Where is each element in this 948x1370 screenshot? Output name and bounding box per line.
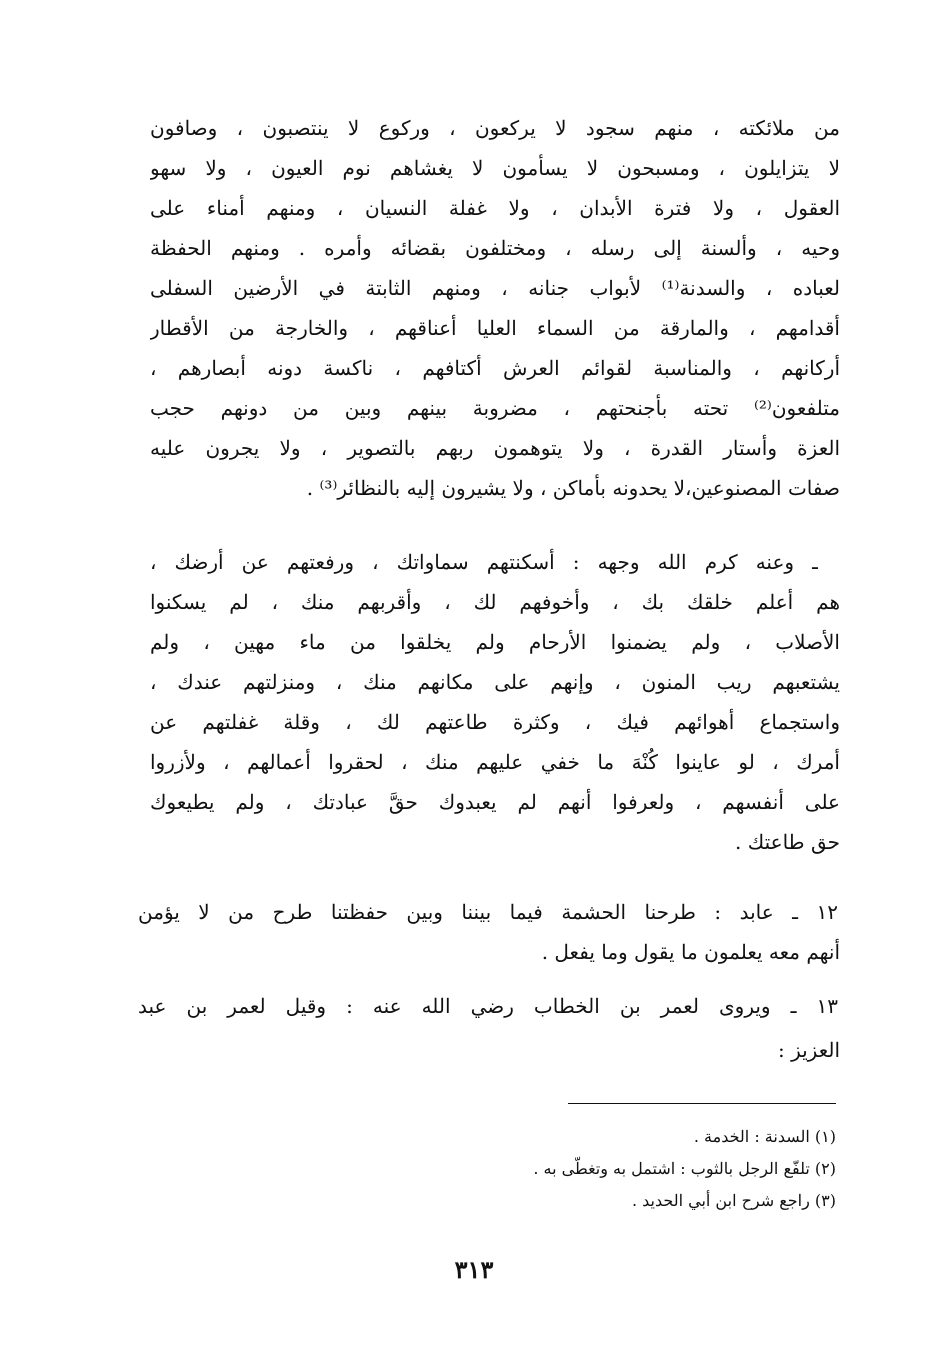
text-line: أركانهم ، والمناسبة لقوائم العرش أكتافهم ، ناكسة دونه أبصارهم ، [150, 356, 840, 380]
text-line: لعباده ، والسدنة⁽¹⁾ لأبواب جنانه ، ومنهم الثابتة في الأرضين السفلى [150, 276, 840, 300]
text-line: على أنفسهم ، ولعرفوا أنهم لم يعبدوك حقَّ عبادتك ، ولم يطيعوك [150, 790, 840, 814]
text-line: وحيه ، وألسنة إلى رسله ، ومختلفون بقضائه وأمره . ومنهم الحفظة [150, 236, 840, 260]
text-line: حق طاعتك . [735, 830, 840, 854]
text-line: هم أعلم خلقك بك ، وأخوفهم لك ، وأقربهم منك ، لم يسكنوا [150, 590, 840, 614]
text-line: واستجماع أهوائهم فيك ، وكثرة طاعتهم لك ، وقلة غفلتهم عن [150, 710, 840, 734]
text-line: أمرك ، لو عاينوا كُنْهَ ما خفي عليهم منك ، لحقروا أعمالهم ، ولأزروا [150, 750, 840, 774]
text-line: ١٢ ـ عابد : طرحنا الحشمة فيما بيننا وبين حفظتنا طرح من لا يؤمن [138, 900, 838, 924]
footnote-divider [568, 1103, 836, 1104]
text-line: العزيز : [777, 1038, 840, 1062]
page-number: ٣١٣ [454, 1255, 494, 1284]
text-line: العزة وأستار القدرة ، ولا يتوهمون ربهم بالتصوير ، ولا يجرون عليه [150, 436, 840, 460]
footnote-2: (٢) تلفّع الرجل بالثوب : اشتمل به وتغطّى به . [533, 1159, 836, 1178]
text-line: ـ وعنه كرم الله وجهه : أسكنتهم سماواتك ، ورفعتهم عن أرضك ، [150, 550, 818, 574]
text-line: أنهم معه يعلمون ما يقول وما يفعل . [541, 940, 840, 964]
footnote-1: (١) السدنة : الخدمة . [693, 1127, 836, 1146]
text-line: من ملائكته ، منهم سجود لا يركعون ، وركوع لا ينتصبون ، وصافون [150, 116, 840, 140]
text-line: يشتعبهم ريب المنون ، وإنهم على مكانهم منك ، ومنزلتهم عندك ، [150, 670, 840, 694]
text-line: متلفعون⁽²⁾ تحته بأجنحتهم ، مضروبة بينهم وبين من دونهم حجب [150, 396, 840, 420]
text-line: ١٣ ـ ويروى لعمر بن الخطاب رضي الله عنه : وقيل لعمر بن عبد [138, 994, 838, 1018]
text-line: صفات المصنوعين،لا يحدونه بأماكن ، ولا يشيرون إليه بالنظائر⁽³⁾ . [306, 476, 840, 500]
text-line: الأصلاب ، ولم يضمنوا الأرحام ولم يخلقوا من ماء مهين ، ولم [150, 630, 840, 654]
text-line: أقدامهم ، والمارقة من السماء العليا أعناقهم ، والخارجة من الأقطار [150, 316, 840, 340]
footnote-3: (٣) راجع شرح ابن أبي الحديد . [631, 1191, 836, 1210]
text-line: لا يتزايلون ، ومسبحون لا يسأمون لا يغشاهم نوم العيون ، ولا سهو [150, 156, 840, 180]
text-line: العقول ، ولا فترة الأبدان ، ولا غفلة النسيان ، ومنهم أمناء على [150, 196, 840, 220]
